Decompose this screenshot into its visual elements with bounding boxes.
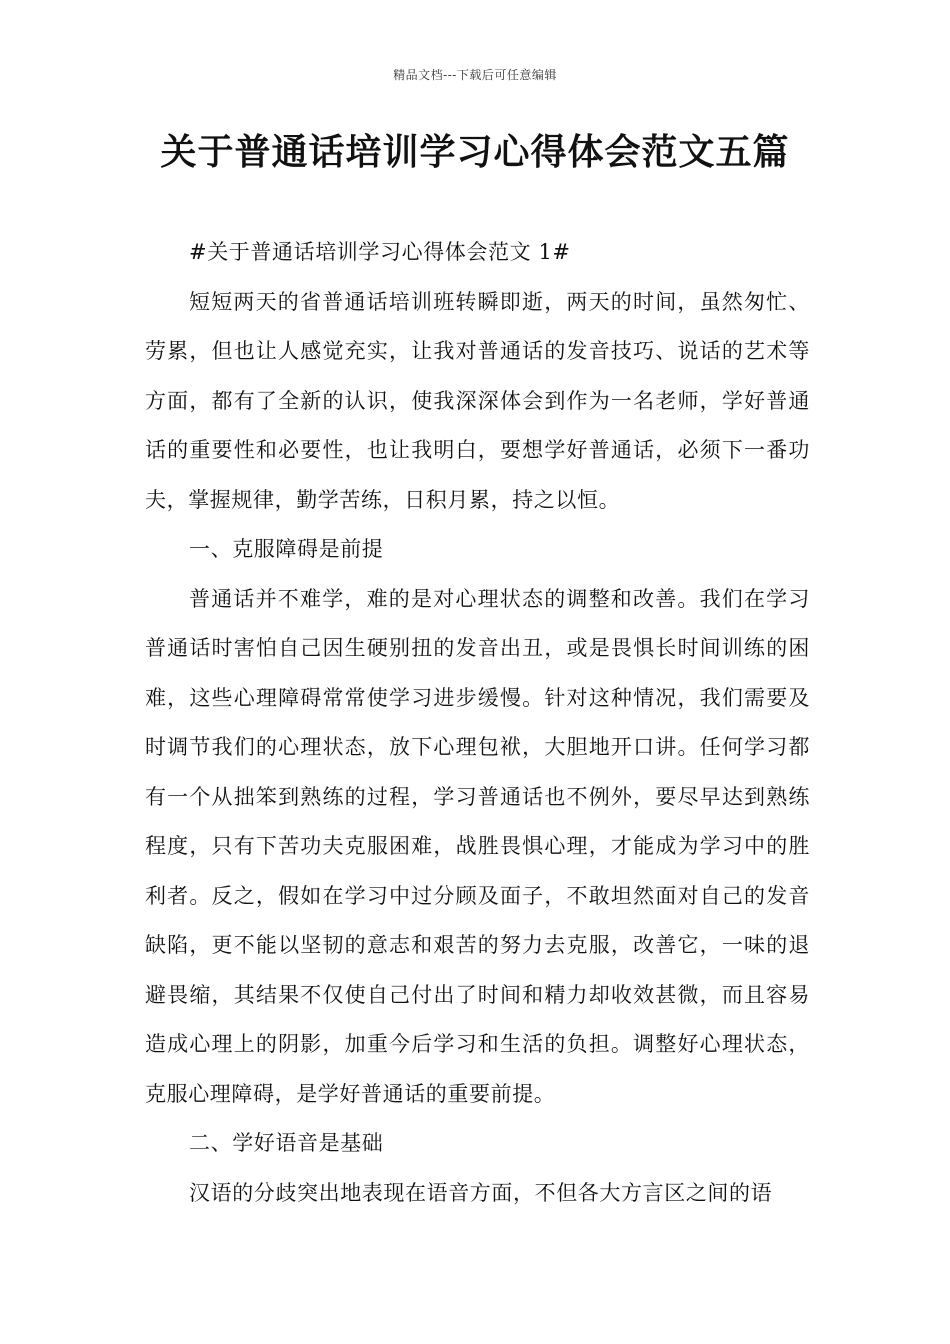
document-title: 关于普通话培训学习心得体会范文五篇 [160,131,790,173]
paragraph-intro: 短短两天的省普通话培训班转瞬即逝，两天的时间，虽然匆忙、劳累，但也让人感觉充实，让我对普通话的发音技巧、说话的艺术等方面，都有了全新的认识，使我深深体会到作为一名老师，学好普通话的重要性和必要性，也让我明白，要想学好普通话，必须下一番功夫，掌握规律，勤学苦练，日积月累，持之以恒。 [145,289,810,512]
document-body [145,228,810,1218]
subheading-pronunciation-basis: 二、学好语音是基础 [189,1131,384,1155]
section-heading-1: #关于普通话培训学习心得体会范文 1# [189,240,571,264]
subheading-overcome-obstacles: 一、克服障碍是前提 [189,537,384,561]
paragraph-overcome-obstacles: 普通话并不难学，难的是对心理状态的调整和改善。我们在学习普通话时害怕自己因生硬别扭的发音出丑，或是畏惧长时间训练的困难，这些心理障碍常常使学习进步缓慢。针对这种情况，我们需要及时调节我们的心理状态，放下心理包袱，大胆地开口讲。任何学习都有一个从拙笨到熟练的过程，学习普通话也不例外，要尽早达到熟练程度，只有下苦功夫克服困难，战胜畏惧心理，才能成为学习中的胜利者。反之，假如在学习中过分顾及面子，不敢坦然面对自己的发音缺陷，更不能以坚韧的意志和艰苦的努力去克服，改善它，一味的退避畏缩，其结果不仅使自己付出了时间和精力却收效甚微，而且容易造成心理上的阴影，加重今后学习和生活的负担。调整好心理状态，克服心理障碍，是学好普通话的重要前提。 [145,586,810,1106]
paragraph-pronunciation: 汉语的分歧突出地表现在语音方面，不但各大方言区之间的语 [189,1180,773,1205]
header-note: 精品文档---下载后可任意编辑 [393,68,557,82]
